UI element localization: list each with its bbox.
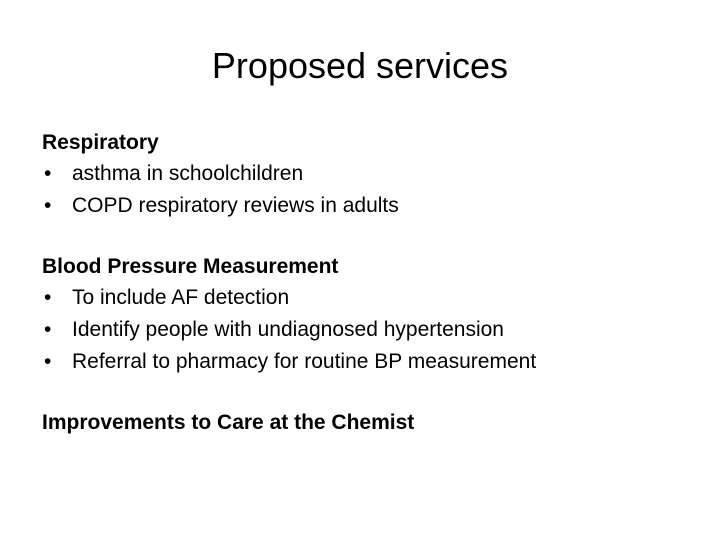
section-heading: Respiratory xyxy=(42,131,159,154)
bullet-icon: • xyxy=(44,286,52,309)
bullet-icon: • xyxy=(44,162,52,185)
section-blood-pressure xyxy=(42,252,692,378)
bullet-icon: • xyxy=(44,194,52,217)
list-item-text: To include AF detection xyxy=(72,286,290,309)
list-item-text: COPD respiratory reviews in adults xyxy=(72,194,399,217)
list-item-text: asthma in schoolchildren xyxy=(72,162,304,185)
list-item xyxy=(42,346,692,378)
bullet-list xyxy=(42,158,692,222)
list-item xyxy=(42,314,692,346)
slide-body xyxy=(42,128,692,468)
section-respiratory xyxy=(42,128,692,222)
list-item-text: Referral to pharmacy for routine BP measurement xyxy=(72,350,537,373)
section-heading: Improvements to Care at the Chemist xyxy=(42,411,415,434)
list-item xyxy=(42,158,692,190)
list-item xyxy=(42,282,692,314)
bullet-icon: • xyxy=(44,350,52,373)
list-item xyxy=(42,190,692,222)
bullet-icon: • xyxy=(44,318,52,341)
slide-title: Proposed services xyxy=(211,45,509,86)
list-item-text: Identify people with undiagnosed hypertension xyxy=(72,318,504,341)
bullet-list xyxy=(42,282,692,378)
section-improvements xyxy=(42,408,692,438)
section-heading: Blood Pressure Measurement xyxy=(42,255,339,278)
